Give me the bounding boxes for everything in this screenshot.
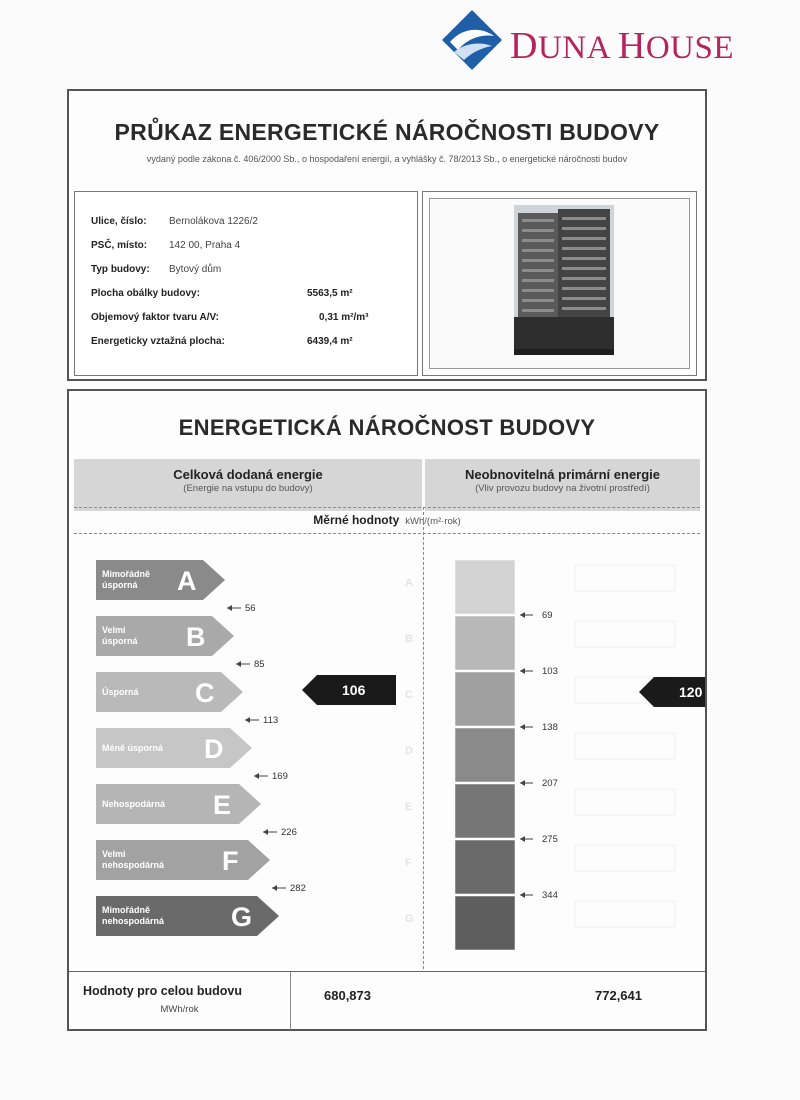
threshold-value: 169	[272, 771, 288, 782]
info-row-envelope-area: Plocha obálky budovy: 5563,5 m²	[91, 288, 353, 299]
primary-energy-band	[455, 616, 515, 670]
energy-class-letter: C	[195, 678, 215, 708]
threshold-arrow	[520, 612, 525, 618]
faint-class-letter: E	[405, 801, 413, 813]
threshold-arrow	[520, 780, 525, 786]
threshold-arrow	[236, 661, 241, 667]
delivered-energy-value: 106	[342, 682, 366, 698]
faint-band-box	[575, 789, 675, 815]
primary-energy-value: 120	[679, 684, 703, 700]
threshold-arrow	[227, 605, 232, 611]
building-photo	[429, 198, 690, 369]
threshold-value: 207	[542, 778, 558, 789]
info-row-type: Typ budovy: Bytový dům	[91, 264, 222, 275]
faint-class-letter: D	[405, 745, 413, 757]
faint-band-box	[575, 565, 675, 591]
footer-primary-total: 772,641	[595, 988, 642, 1003]
primary-energy-band	[455, 896, 515, 950]
primary-energy-band	[455, 672, 515, 726]
threshold-value: 69	[542, 610, 553, 621]
threshold-value: 138	[542, 722, 558, 733]
threshold-arrow	[520, 892, 525, 898]
energy-class-label: Úsporná	[102, 687, 139, 697]
threshold-arrow	[520, 836, 525, 842]
primary-energy-band	[455, 840, 515, 894]
energy-class-label: nehospodárná	[102, 916, 165, 926]
faint-band-box	[575, 845, 675, 871]
threshold-arrow	[263, 829, 268, 835]
faint-band-box	[575, 901, 675, 927]
threshold-value: 282	[290, 883, 306, 894]
threshold-value: 113	[263, 715, 279, 726]
energy-class-letter: E	[213, 790, 232, 820]
energy-class-label: úsporná	[102, 636, 138, 646]
info-row-street: Ulice, číslo: Bernolákova 1226/2	[91, 216, 258, 227]
footer-label: Hodnoty pro celou budovu	[83, 984, 243, 998]
logo-text: DUNA HOUSE	[510, 25, 735, 67]
specific-values-label: Měrné hodnoty kWh/(m²·rok)	[313, 513, 461, 527]
faint-class-letter: C	[405, 689, 413, 701]
faint-band-box	[575, 621, 675, 647]
divider-line	[74, 507, 700, 508]
right-column-subtitle: (Vliv provozu budovy na životní prostředí)	[475, 483, 650, 494]
threshold-value: 85	[254, 659, 265, 670]
energy-class-letter: B	[186, 622, 206, 652]
energy-class-label: Velmi	[102, 625, 126, 635]
energy-class-letter: G	[231, 902, 253, 932]
primary-energy-scale	[425, 533, 705, 973]
faint-class-letter: G	[405, 913, 414, 925]
energy-class-letter: F	[222, 846, 239, 876]
energy-class-letter: D	[204, 734, 224, 764]
energy-class-label: úsporná	[102, 580, 138, 590]
info-row-reference-area: Energeticky vztažná plocha: 6439,4 m²	[91, 336, 353, 347]
info-row-shape-factor: Objemový faktor tvaru A/V: 0,31 m²/m³	[91, 312, 369, 323]
threshold-value: 275	[542, 834, 558, 845]
threshold-arrow	[272, 885, 277, 891]
delivered-energy-scale	[69, 533, 419, 973]
rating-title: ENERGETICKÁ NÁROČNOST BUDOVY	[178, 415, 596, 440]
column-divider	[423, 507, 424, 969]
footer-separator	[290, 972, 291, 1030]
left-column-header	[74, 459, 422, 511]
threshold-value: 56	[245, 603, 256, 614]
energy-class-letter: A	[177, 566, 197, 596]
building-info-box	[74, 191, 418, 376]
faint-class-letter: F	[405, 857, 412, 869]
threshold-arrow	[520, 668, 525, 674]
total-values-footer	[69, 971, 705, 1030]
primary-energy-band	[455, 728, 515, 782]
threshold-arrow	[520, 724, 525, 730]
energy-class-label: Mimořádně	[102, 569, 151, 579]
energy-class-label: Méně úsporná	[102, 743, 164, 753]
footer-delivered-total: 680,873	[324, 988, 371, 1003]
primary-energy-band	[455, 784, 515, 838]
left-column-title: Celková dodaná energie	[173, 467, 323, 482]
footer-unit: MWh/rok	[160, 1004, 199, 1015]
certificate-header-panel	[67, 89, 707, 381]
threshold-arrow	[245, 717, 250, 723]
left-column-subtitle: (Energie na vstupu do budovy)	[183, 483, 313, 494]
faint-band-box	[575, 733, 675, 759]
certificate-subtitle: vydaný podle zákona č. 406/2000 Sb., o hospodaření energií, a vyhlášky č. 78/2013 Sb., o energetické náročnosti budov	[146, 154, 628, 164]
certificate-title: PRŮKAZ ENERGETICKÉ NÁROČNOSTI BUDOVY	[114, 119, 660, 145]
energy-class-label: nehospodárná	[102, 860, 165, 870]
energy-rating-panel	[67, 389, 707, 1031]
threshold-value: 226	[281, 827, 297, 838]
threshold-arrow	[254, 773, 259, 779]
faint-class-letter: A	[405, 577, 413, 589]
threshold-value: 344	[542, 890, 558, 901]
building-photo-frame	[422, 191, 697, 376]
duna-house-logo	[440, 8, 780, 74]
duna-house-logo-icon	[440, 8, 504, 72]
energy-class-label: Nehospodárná	[102, 799, 166, 809]
right-column-header	[425, 459, 700, 511]
info-row-postcode: PSČ, místo: 142 00, Praha 4	[91, 240, 241, 251]
building-photo-image	[430, 199, 689, 368]
threshold-value: 103	[542, 666, 558, 677]
energy-class-label: Mimořádně	[102, 905, 151, 915]
primary-energy-band	[455, 560, 515, 614]
energy-class-label: Velmi	[102, 849, 126, 859]
right-column-title: Neobnovitelná primární energie	[464, 467, 661, 482]
faint-class-letter: B	[405, 633, 413, 645]
